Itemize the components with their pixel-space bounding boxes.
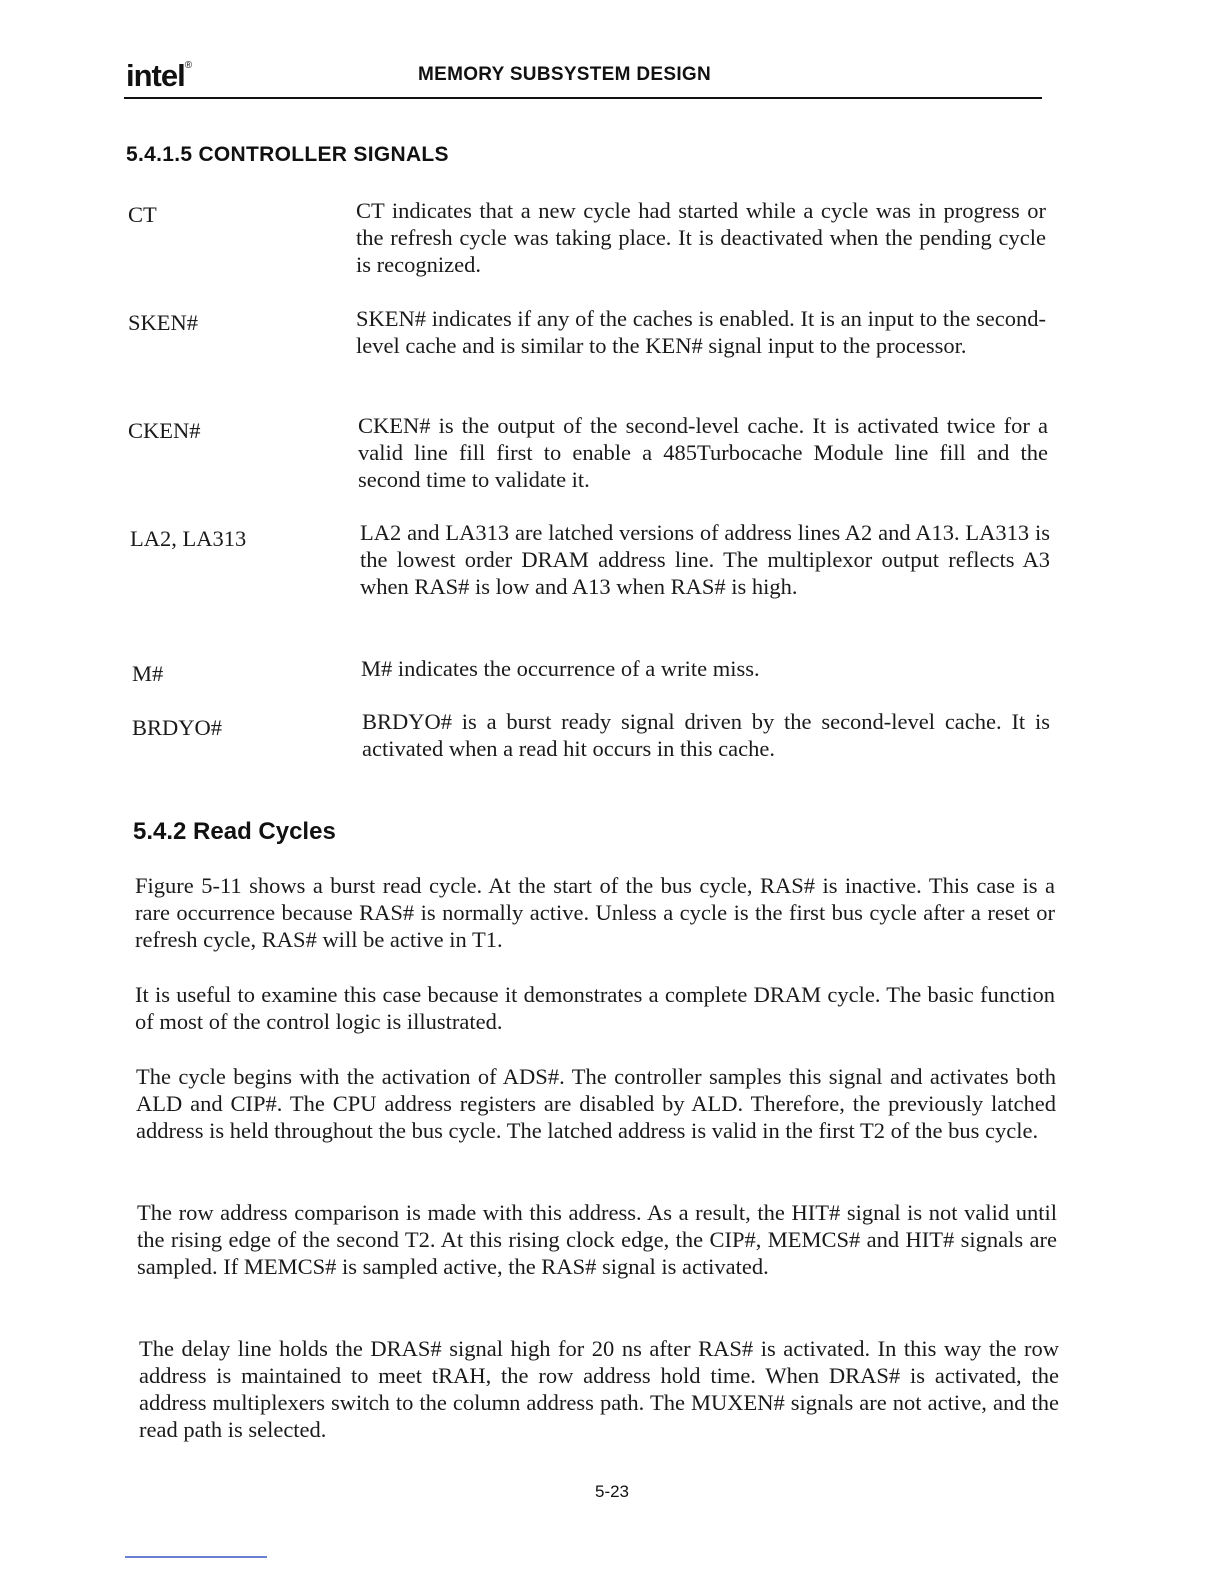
paragraph: Figure 5-11 shows a burst read cycle. At the start of the bus cycle, RAS# is inactive. This case is a rare occurrence because RAS# is normally active. Unless a cycle is the first bus cycle after a reset or refresh cycle, RAS# will be active in T1.: [135, 873, 1055, 952]
signal-name: M#: [132, 661, 164, 686]
header-title: MEMORY SUBSYSTEM DESIGN: [418, 64, 711, 85]
signal-name: SKEN#: [128, 310, 199, 335]
intel-logo: [126, 58, 191, 94]
registered-mark: ®: [184, 60, 192, 71]
signal-description: CKEN# is the output of the second-level cache. It is activated twice for a valid line fill first to enable a 485Turbocache Module line fill and the second time to validate it.: [358, 413, 1048, 492]
paragraph: The delay line holds the DRAS# signal high for 20 ns after RAS# is activated. In this way the row address is maintained to meet tRAH, the row address hold time. When DRAS# is activated, the address multiplexers switch to the column address path. The MUXEN# signals are not active, and the read path is selected.: [139, 1336, 1059, 1442]
signal-name: CKEN#: [128, 418, 201, 443]
paragraph: The cycle begins with the activation of ADS#. The controller samples this signal and activates both ALD and CIP#. The CPU address registers are disabled by ALD. Therefore, the previously latched address is held throughout the bus cycle. The latched address is valid in the first T2 of the bus cycle.: [136, 1064, 1056, 1143]
signal-name: LA2, LA313: [130, 526, 247, 551]
signal-description: BRDYO# is a burst ready signal driven by the second-level cache. It is activated when a read hit occurs in this cache.: [362, 709, 1050, 761]
footer-rule: [125, 1556, 267, 1558]
signal-name: CT: [128, 202, 157, 227]
signal-description: SKEN# indicates if any of the caches is enabled. It is an input to the second-level cache and is similar to the KEN# signal input to the processor.: [356, 306, 1046, 358]
logo-text: intel: [126, 58, 185, 93]
signal-name: BRDYO#: [132, 715, 223, 740]
signal-description: M# indicates the occurrence of a write miss.: [361, 656, 760, 681]
controller-signals-heading: 5.4.1.5 CONTROLLER SIGNALS: [126, 143, 449, 166]
header-rule: [124, 97, 1042, 99]
read-cycles-heading: 5.4.2 Read Cycles: [133, 818, 336, 845]
paragraph: The row address comparison is made with this address. As a result, the HIT# signal is not valid until the rising edge of the second T2. At this rising clock edge, the CIP#, MEMCS# and HIT# signals are sampled. If MEMCS# is sampled active, the RAS# signal is activated.: [137, 1200, 1057, 1279]
page-header: [124, 52, 1042, 100]
signal-description: CT indicates that a new cycle had started while a cycle was in progress or the refresh cycle was taking place. It is deactivated when the pending cycle is recognized.: [356, 198, 1046, 277]
signal-description: LA2 and LA313 are latched versions of address lines A2 and A13. LA313 is the lowest order DRAM address line. The multiplexor output reflects A3 when RAS# is low and A13 when RAS# is high.: [360, 520, 1050, 599]
paragraph: It is useful to examine this case because it demonstrates a complete DRAM cycle. The basic function of most of the control logic is illustrated.: [135, 982, 1055, 1034]
page-number: 5-23: [594, 1482, 630, 1501]
